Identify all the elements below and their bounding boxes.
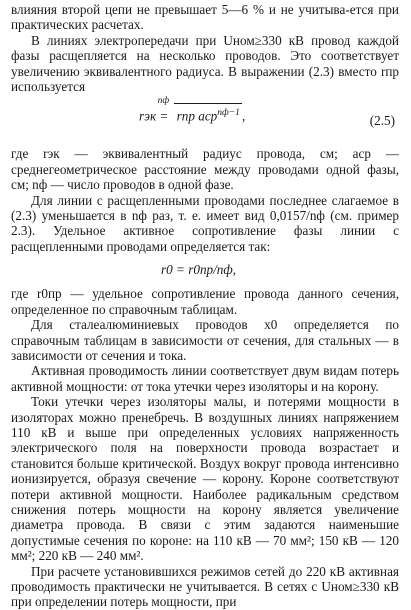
formula-equivalent-radius [11,97,399,143]
formula-comma: , [241,108,246,124]
paragraph-split-conductors: В линиях электропередачи при Uном≥330 кВ провод каждой фазы расщепляется на несколько проводов. Это соответствует увеличению эквивалентного радиуса. В выражении (2.3) вместо rпр используется [11,32,399,95]
paragraph-leakage-corona: Токи утечки через изоляторы малы, и потерями мощности в изоляторах можно пренебречь. В воздушных линиях напряжением 110 кВ и выше при определенных условиях напряженность электрического поля на поверхности провода возрастает и становится больше критической. Воздух вокруг провода интенсивно ионизируется, образуя свечение — корону. Короне соответствуют потери активной мощности. Наиболее радикальным средством снижения потерь мощности на корону является увеличение диаметра провода. В связи с этим задаются наименьшие допустимые сечения по короне: на 110 кВ — 70 мм²; 150 кВ — 120 мм²; 220 кВ — 240 мм². [11,394,399,564]
equation-number: (2.5) [369,113,395,129]
formula-resistance-expression: r0 = r0пр/nф, [161,262,237,278]
formula-resistance [11,256,399,284]
paragraph-steady-state: При расчете установившихся режимов сетей до 220 кВ активная проводимость практически не учитывается. В сетях с Uном≥330 кВ при определении потерь мощности, при [11,563,399,610]
radicand: rпр aср [176,108,218,124]
paragraph-conductor-resistance: где r0пр — удельное сопротивление провода данного сечения, определенное по справочным таблицам. [11,286,399,317]
paragraph-definitions: где rэк — эквивалентный радиус провода, см; aср — среднегеометрическое расстояние между проводами одной фазы, см; nф — число проводов в одной фазе. [11,146,399,193]
formula-lhs: rэк = [139,108,169,124]
radicand-exponent: nф−1 [217,108,240,119]
paragraph-split-resistance: Для линии с расщепленными проводами последнее слагаемое в (2.3) уменьшается в nф раз, т. е. имеет вид 0,0157/nф (см. пример 2.3). Удельное активное сопротивление фазы линии с расщепленными проводами определяется так: [11,192,399,254]
radical-index: nф [157,96,170,107]
paragraph-active-conductance: Активная проводимость линии соответствует двум видам потерь активной мощности: от тока утечки через изоляторы и на корону. [11,363,399,394]
radical [157,96,242,124]
paragraph-continued: влияния второй цепи не превышает 5—6 % и не учитыва-ется при практических расчетах. [11,2,399,33]
formula-expression [139,96,246,124]
paragraph-steel-aluminium: Для сталеалюминиевых проводов x0 определяется по справочным таблицам в зависимости от сечения, для стальных — в зависимости от сечения и тока. [11,317,399,363]
